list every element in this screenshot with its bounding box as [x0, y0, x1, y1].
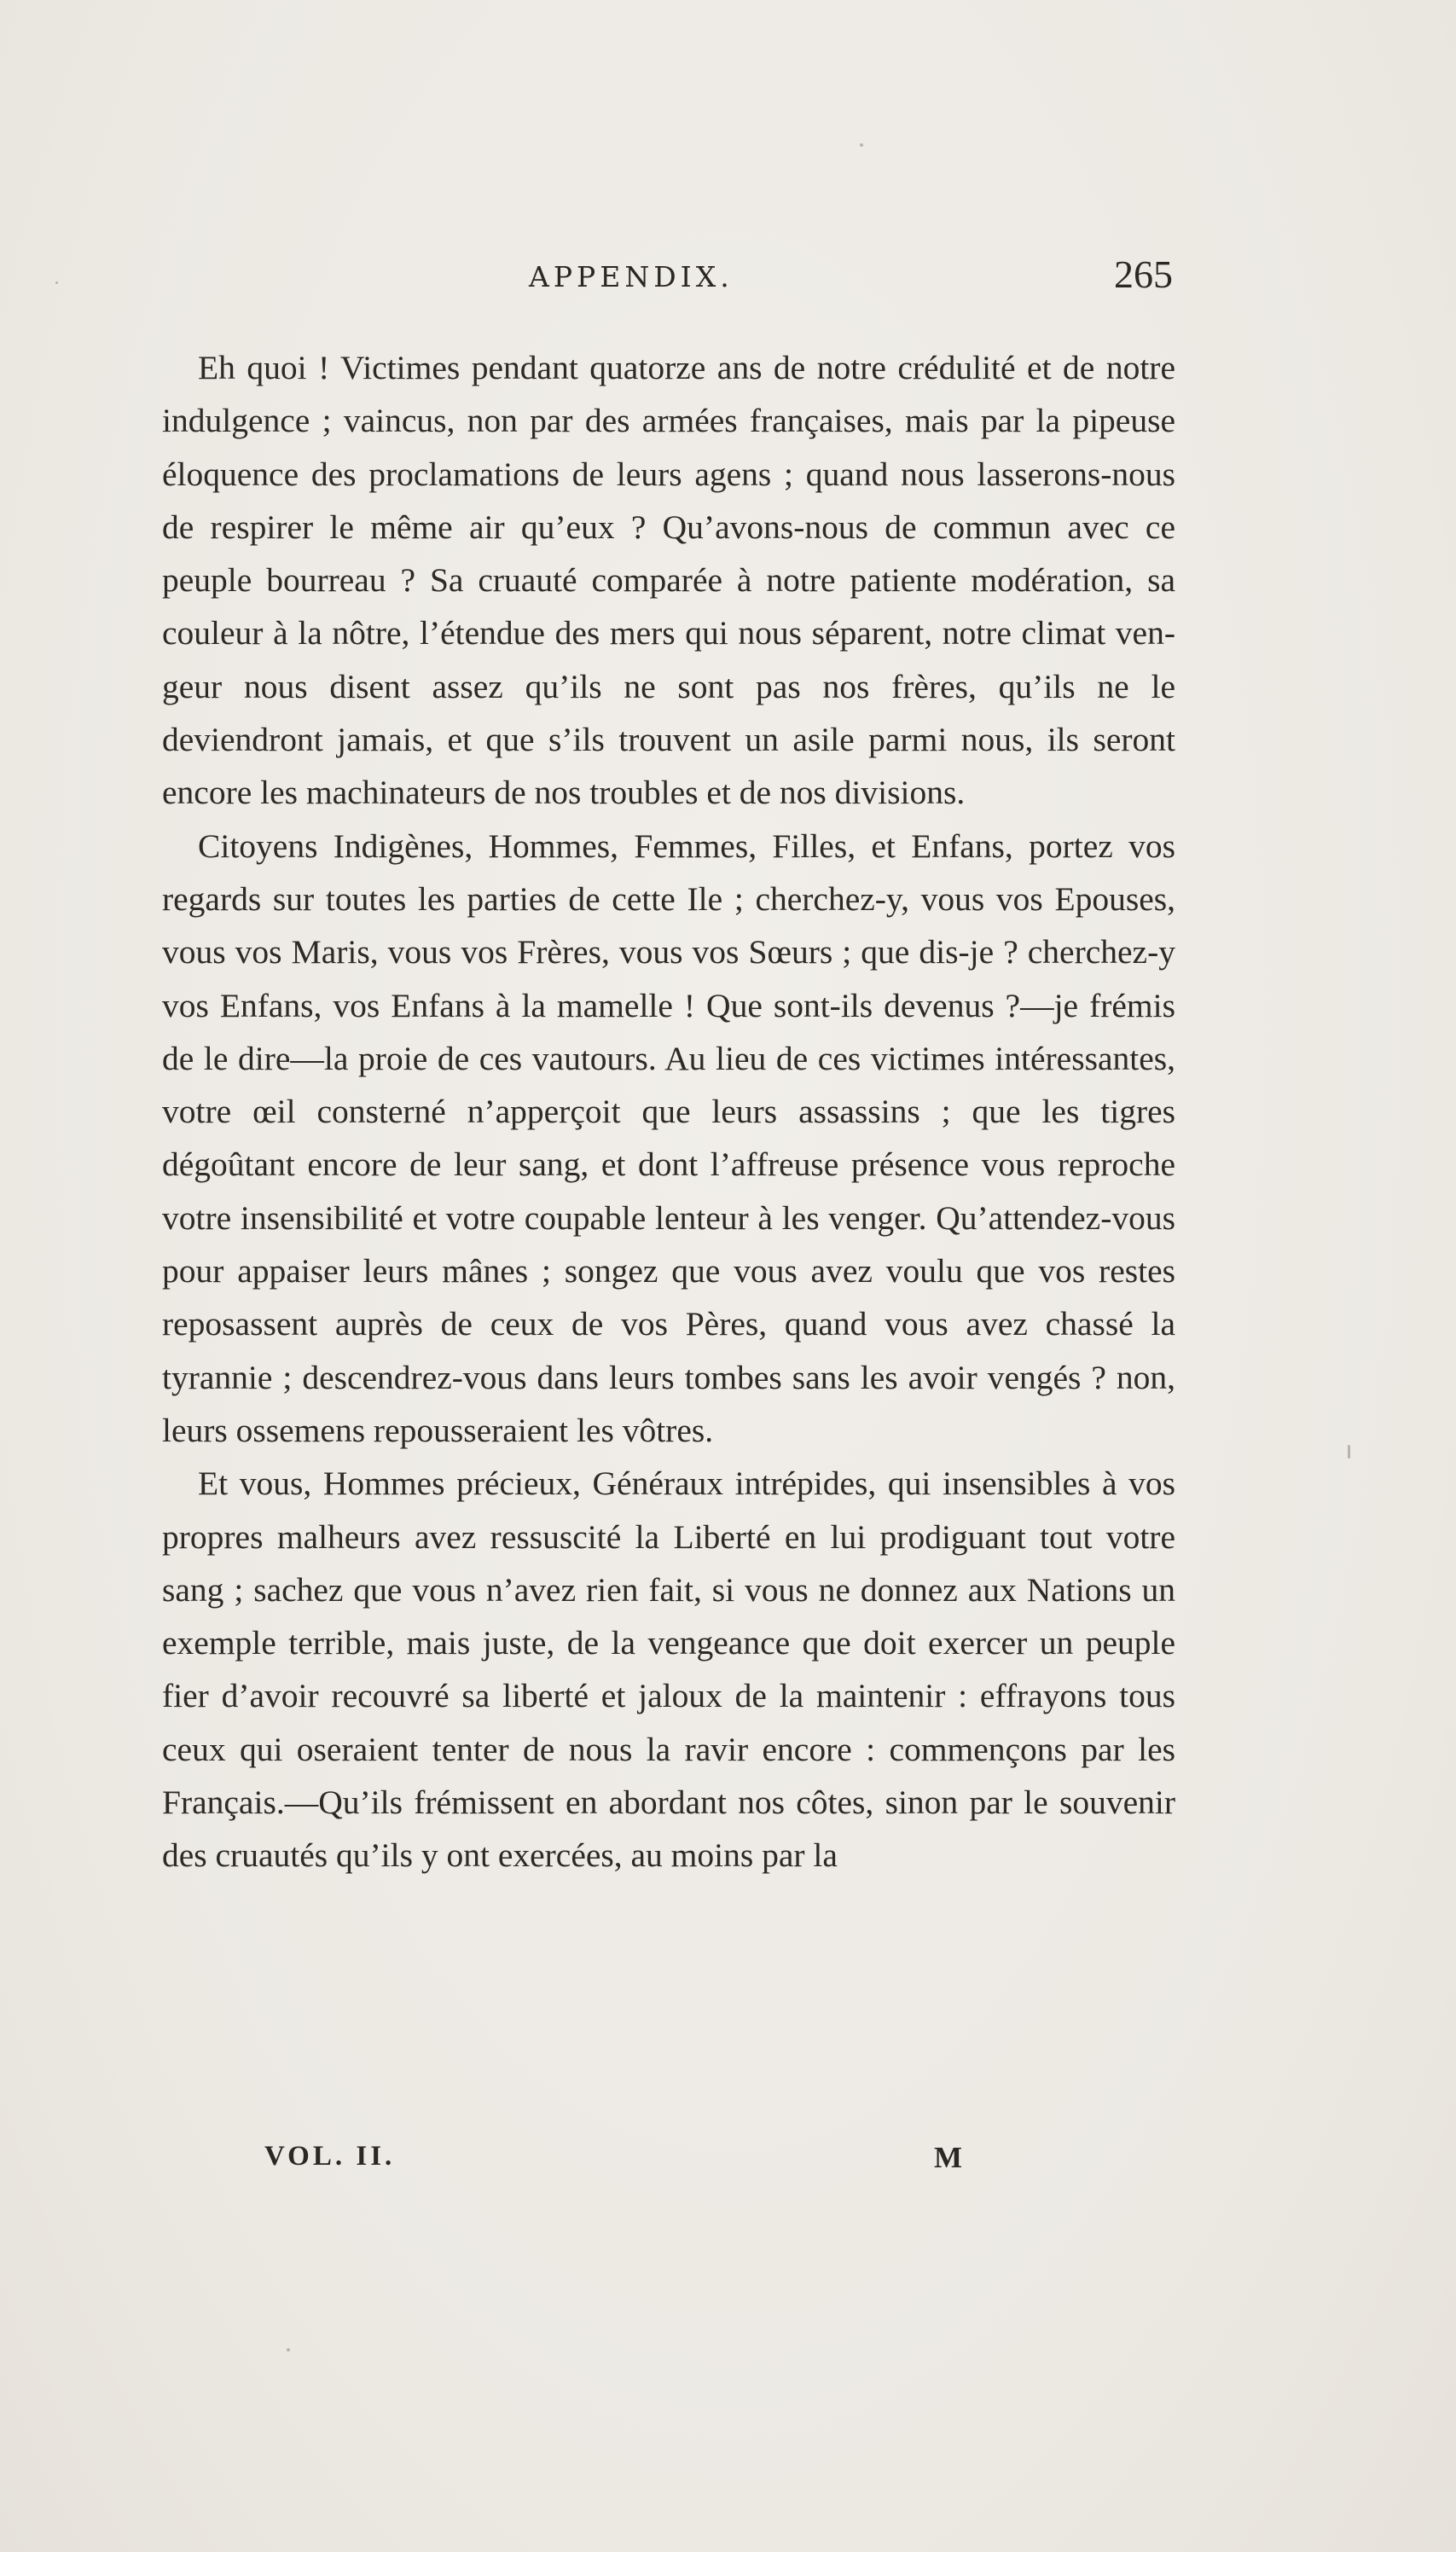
paragraph: Et vous, Hommes précieux, Généraux intrépides, qui insensibles à vos propres malheurs avez ressuscité la Liberté en lui prodiguant tout votre sang ; sachez que vous n’avez rien fait, si vous ne donnez aux Nations un exemple terrible, mais juste, de la vengeance que doit exercer un peuple fier d’avoir recouvré sa liberté et jaloux de la maintenir : effrayons tous ceux qui oseraient tenter de nous la ravir encore : commençons par les Français.—Qu’ils frémissent en abordant nos côtes, sinon par le souvenir des cruautés qu’ils y ont exercées, au moins par la	[162, 1464, 1175, 1875]
signature-mark: M	[934, 2141, 963, 2174]
volume-label: VOL. II.	[264, 2141, 396, 2172]
page-number: 265	[1114, 252, 1173, 296]
page-header	[162, 252, 1173, 311]
paragraph: Eh quoi ! Victimes pendant quatorze ans de notre crédulité et de notre indulgence ; vaincus, non par des armées françaises, mais par la pipeuse éloquence des proclamations de leurs agens ; quand nous lasserons-nous de respirer le même air qu’eux ? Qu’avons-nous de commun avec ce peuple bourreau ? Sa cruauté comparée à notre patiente modération, sa couleur à la nôtre, l’étendue des mers qui nous séparent, notre climat vengeur nous disent assez qu’ils ne sont pas nos frères, qu’ils ne le deviendront jamais, et que s’ils trouvent un asile parmi nous, ils seront encore les machinateurs de nos troubles et de nos divisions.	[162, 349, 1175, 812]
paper-speck	[860, 143, 863, 147]
paper-speck	[287, 2348, 290, 2352]
body-text	[162, 341, 1175, 1882]
running-title: APPENDIX.	[529, 260, 734, 293]
page-footer	[162, 2141, 1175, 2192]
paper-speck	[55, 281, 58, 284]
paper-speck	[1348, 1445, 1350, 1459]
paragraph: Citoyens Indigènes, Hommes, Femmes, Filles, et Enfans, portez vos regards sur toutes les parties de cette Ile ; cherchez-y, vous vos Epouses, vous vos Maris, vous vos Frères, vous vos Sœurs ; que dis-je ? cherchez-y vos Enfans, vos Enfans à la mamelle ! Que sont-ils devenus ?—je frémis de le dire—la proie de ces vautours. Au lieu de ces victimes intéressantes, votre œil consterné n’apperçoit que leurs assassins ; que les tigres dégoûtant encore de leur sang, et dont l’affreuse présence vous reproche votre insensibilité et votre coupable lenteur à les venger. Qu’attendez-vous pour appaiser leurs mânes ; songez que vous avez voulu que vos restes reposassent auprès de ceux de vos Pères, quand vous avez chassé la tyrannie ; descendrez-vous dans leurs tombes sans les avoir vengés ? non, leurs ossemens repousseraient les vôtres.	[162, 826, 1175, 1449]
